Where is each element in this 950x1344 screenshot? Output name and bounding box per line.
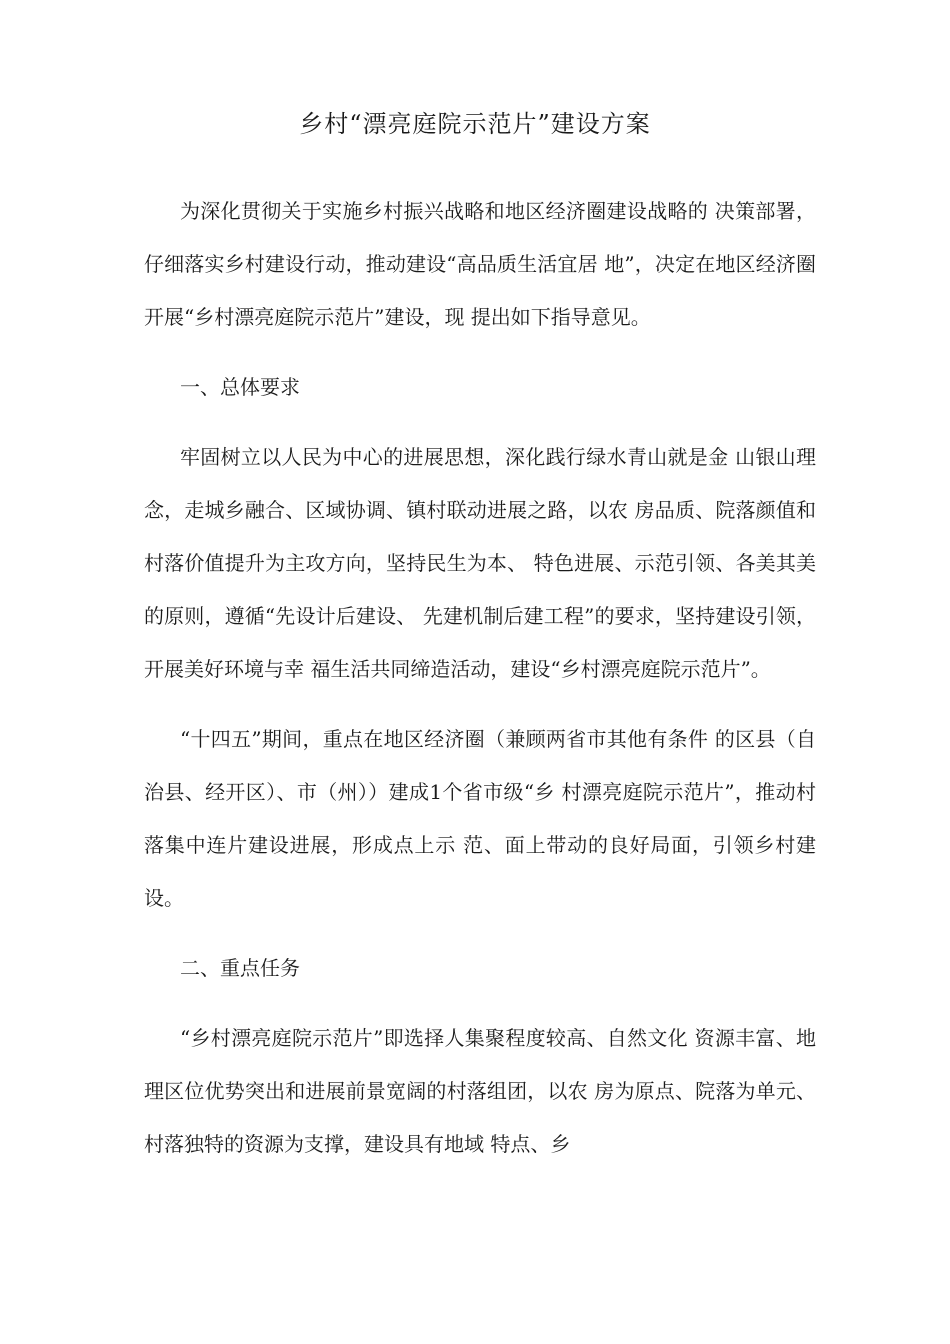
document-title: 乡村“漂亮庭院示范片”建设方案 bbox=[299, 110, 651, 138]
paragraph-intro: 为深化贯彻关于实施乡村振兴战略和地区经济圈建设战略的 决策部署，仔细落实乡村建设行动，推动建设“高品质生活宜居 地”，决定在地区经济圈开展“乡村漂亮庭院示范片”建设，现 提出如下指导意见。 bbox=[144, 199, 816, 329]
section-heading-overall-requirements: 一、总体要求 bbox=[180, 375, 300, 399]
section-heading-key-tasks: 二、重点任务 bbox=[180, 956, 300, 980]
paragraph-demo-area-definition: “乡村漂亮庭院示范片”即选择人集聚程度较高、自然文化 资源丰富、地理区位优势突出和进展前景宽阔的村落组团，以农 房为原点、院落为单元、村落独特的资源为支撑，建设具有地域 特点、乡 bbox=[144, 1026, 816, 1156]
paragraph-guiding-principles: 牢固树立以人民为中心的进展思想，深化践行绿水青山就是金 山银山理念，走城乡融合、区域协调、镇村联动进展之路，以农 房品质、院落颜值和村落价值提升为主攻方向，坚持民生为本、 特色进展、示范引领、各美其美的原则，遵循“先设计后建设、 先建机制后建工程”的要求，坚持建设引领，开展美好环境与幸 福生活共同缔造活动，建设“乡村漂亮庭院示范片”。 bbox=[144, 445, 816, 681]
paragraph-five-year-goal: “十四五”期间，重点在地区经济圈（兼顾两省市其他有条件 的区县（自治县、经开区）、市（州））建成1个省市级“乡 村漂亮庭院示范片”，推动村落集中连片建设进展，形成点上示 范、面上带动的良好局面，引领乡村建设。 bbox=[144, 727, 816, 910]
document-body bbox=[144, 185, 816, 1188]
